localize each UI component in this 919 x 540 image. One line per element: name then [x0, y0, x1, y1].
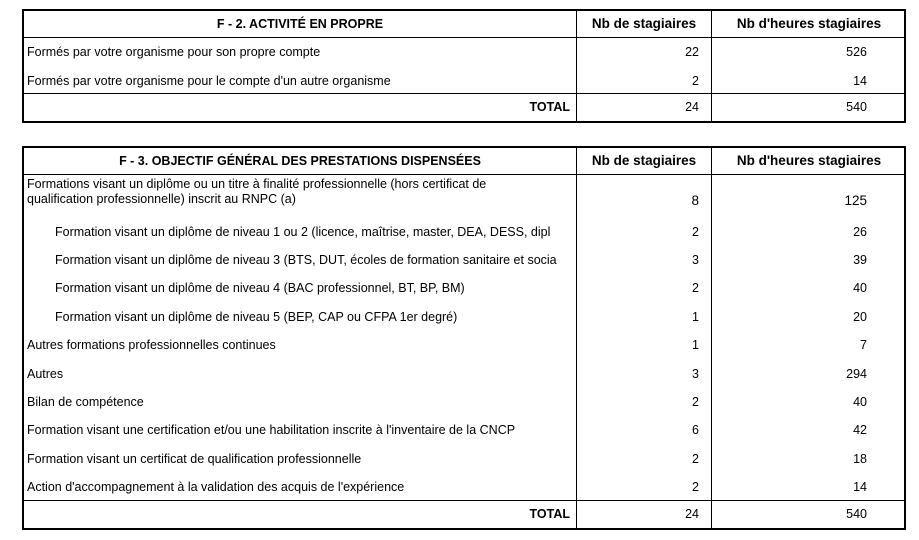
table-row — [24, 45, 904, 60]
row-stagiaires: 1 — [692, 310, 699, 324]
total-label: TOTAL — [529, 100, 570, 114]
row-stagiaires: 3 — [692, 367, 699, 381]
row-heures: 14 — [853, 74, 867, 88]
row-heures: 18 — [853, 452, 867, 466]
row-label: Action d'accompagnement à la validation des acquis de l'expérience — [27, 480, 405, 494]
row-heures: 40 — [853, 395, 867, 409]
column-header-heures: Nb d'heures stagiaires — [736, 153, 882, 168]
row-label: Formation visant un diplôme de niveau 5 (BEP, CAP ou CFPA 1er degré) — [55, 310, 458, 324]
row-stagiaires: 6 — [692, 423, 699, 437]
row-stagiaires: 2 — [692, 480, 699, 494]
section-title: F - 3. OBJECTIF GÉNÉRAL DES PRESTATIONS DISPENSÉES — [119, 154, 481, 168]
table-row — [24, 395, 904, 410]
row-stagiaires: 2 — [692, 225, 699, 239]
row-label: Formation visant un certificat de qualification professionnelle — [27, 452, 362, 466]
row-heures: 7 — [860, 338, 867, 352]
table-row — [24, 225, 904, 240]
table-row — [24, 281, 904, 296]
row-heures: 14 — [853, 480, 867, 494]
total-row — [24, 500, 904, 528]
row-label: Autres formations professionnelles continues — [27, 338, 276, 352]
row-label: Bilan de compétence — [27, 395, 144, 409]
row-stagiaires: 2 — [692, 395, 699, 409]
row-label: Formation visant une certification et/ou une habilitation inscrite à l'inventaire de la CNCP — [27, 423, 516, 437]
table-objectif-general — [22, 146, 906, 530]
table-row — [24, 423, 904, 438]
table-header — [24, 148, 904, 175]
row-stagiaires: 8 — [691, 193, 699, 208]
row-stagiaires: 1 — [692, 338, 699, 352]
table-row — [24, 338, 904, 353]
column-header-heures: Nb d'heures stagiaires — [736, 16, 882, 31]
row-heures: 20 — [853, 310, 867, 324]
row-label: Formations visant un diplôme ou un titre à finalité professionnelle (hors certificat de qualification professionnelle) inscrit au RNPC (a) — [27, 177, 487, 206]
table-row — [24, 480, 904, 495]
row-label: Formation visant un diplôme de niveau 1 ou 2 (licence, maîtrise, master, DEA, DESS, dipl — [55, 225, 551, 239]
row-heures: 42 — [853, 423, 867, 437]
table-activite-en-propre — [22, 9, 906, 123]
table-header — [24, 11, 904, 38]
table-row — [24, 367, 904, 382]
row-label: Formés par votre organisme pour le compte d'un autre organisme — [27, 74, 391, 88]
row-stagiaires: 2 — [692, 74, 699, 88]
table-row — [24, 452, 904, 467]
total-stagiaires: 24 — [685, 507, 699, 521]
table-row — [24, 253, 904, 268]
row-heures: 39 — [853, 253, 867, 267]
row-label: Autres — [27, 367, 64, 381]
row-stagiaires: 2 — [692, 452, 699, 466]
total-heures: 540 — [846, 100, 867, 114]
column-header-stagiaires: Nb de stagiaires — [591, 153, 697, 168]
table-row — [24, 310, 904, 325]
section-title: F - 2. ACTIVITÉ EN PROPRE — [216, 17, 384, 31]
row-label: Formation visant un diplôme de niveau 3 (BTS, DUT, écoles de formation sanitaire et socia — [55, 253, 557, 267]
row-stagiaires: 22 — [685, 45, 699, 59]
row-stagiaires: 2 — [692, 281, 699, 295]
total-row — [24, 93, 904, 121]
row-label: Formation visant un diplôme de niveau 4 (BAC professionnel, BT, BP, BM) — [55, 281, 465, 295]
total-stagiaires: 24 — [685, 100, 699, 114]
row-heures: 26 — [853, 225, 867, 239]
row-heures: 294 — [846, 367, 867, 381]
row-heures: 125 — [844, 193, 867, 208]
total-heures: 540 — [846, 507, 867, 521]
row-heures: 40 — [853, 281, 867, 295]
column-header-stagiaires: Nb de stagiaires — [591, 16, 697, 31]
table-row — [24, 177, 904, 209]
total-label: TOTAL — [529, 507, 570, 521]
row-label: Formés par votre organisme pour son propre compte — [27, 45, 321, 59]
table-row — [24, 74, 904, 89]
row-stagiaires: 3 — [692, 253, 699, 267]
row-heures: 526 — [846, 45, 867, 59]
